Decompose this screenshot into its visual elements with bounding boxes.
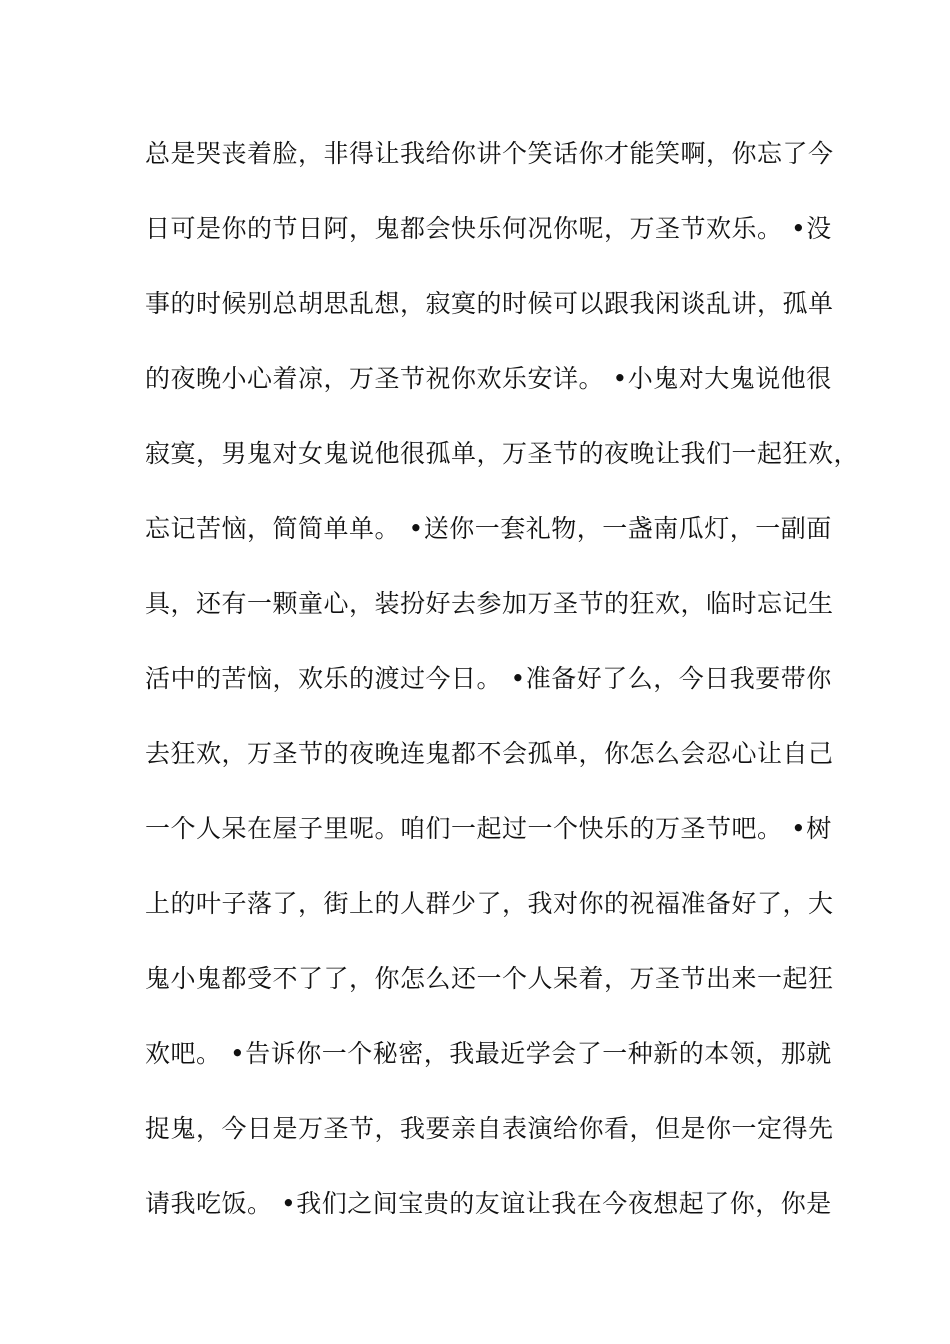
text-line: 鬼小鬼都受不了了，你怎么还一个人呆着，万圣节出来一起狂 [145,964,834,993]
text-line: 具，还有一颗童心，装扮好去参加万圣节的狂欢，临时忘记生 [145,589,834,618]
text-line: 事的时候别总胡思乱想，寂寞的时候可以跟我闲谈乱讲，孤单 [145,289,834,318]
text-line: 一个人呆在屋子里呢。咱们一起过一个快乐的万圣节吧。 •树 [145,814,832,843]
text-line: 捉鬼，今日是万圣节，我要亲自表演给你看，但是你一定得先 [145,1114,834,1143]
text-line: 总是哭丧着脸，非得让我给你讲个笑话你才能笑啊，你忘了今 [145,139,834,168]
text-line: 活中的苦恼，欢乐的渡过今日。 •准备好了么，今日我要带你 [145,664,832,693]
body-text [145,132,860,1257]
text-line: 日可是你的节日阿，鬼都会快乐何况你呢，万圣节欢乐。 •没 [145,214,832,243]
text-line: 的夜晚小心着凉，万圣节祝你欢乐安详。 •小鬼对大鬼说他很 [145,364,832,393]
text-line: 寂寞，男鬼对女鬼说他很孤单，万圣节的夜晚让我们一起狂欢， [145,439,860,468]
text-line: 欢吧。 •告诉你一个秘密，我最近学会了一种新的本领，那就 [145,1039,832,1068]
text-line: 去狂欢，万圣节的夜晚连鬼都不会孤单，你怎么会忍心让自己 [145,739,834,768]
text-line: 请我吃饭。 •我们之间宝贵的友谊让我在今夜想起了你，你是 [145,1189,832,1218]
text-line: 忘记苦恼，简简单单。 •送你一套礼物，一盏南瓜灯，一副面 [145,514,832,543]
text-line: 上的叶子落了，街上的人群少了，我对你的祝福准备好了，大 [145,889,834,918]
